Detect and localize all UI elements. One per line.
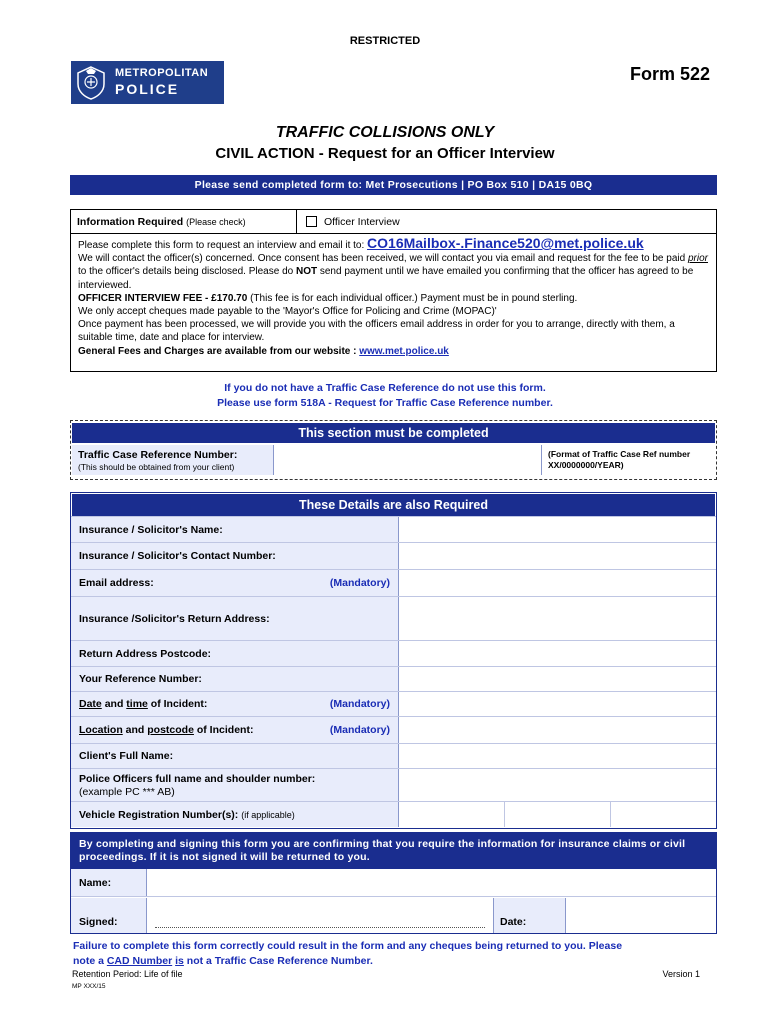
- client-name-row: [71, 743, 716, 768]
- submission-email-link[interactable]: CO16Mailbox-.Finance520@met.police.uk: [367, 235, 644, 251]
- signed-row: [71, 898, 716, 933]
- logo-text-police: POLICE: [115, 80, 180, 97]
- failure-warning: Failure to complete this form correctly could result in the form and any cheques being returned to you. Please note a CAD Number is not a Traffic Case Reference Number.: [73, 940, 623, 967]
- incident-date-row: [71, 691, 716, 716]
- date-label: Date:: [494, 898, 566, 933]
- email-row: [71, 569, 716, 596]
- incident-location-input[interactable]: [399, 717, 716, 743]
- information-box: [70, 209, 717, 372]
- police-crest-icon: [71, 61, 111, 104]
- details-table: [71, 516, 716, 827]
- classification-label: RESTRICTED: [349, 35, 421, 47]
- form-number: Form 522: [629, 64, 710, 84]
- met-police-logo: [71, 61, 224, 104]
- date-input[interactable]: [566, 898, 716, 933]
- officers-example: (example PC *** AB): [79, 786, 175, 798]
- return-postcode-input[interactable]: [399, 641, 716, 666]
- name-row: [71, 869, 716, 897]
- mandatory-tag: (Mandatory): [329, 577, 390, 589]
- return-postcode-label: Return Address Postcode:: [79, 647, 212, 660]
- retention-period: Retention Period: Life of file: [72, 969, 183, 979]
- insurer-contact-input[interactable]: [399, 543, 716, 569]
- signature-input[interactable]: [147, 898, 494, 933]
- name-label: Name:: [71, 869, 147, 896]
- traffic-case-ref-input[interactable]: [274, 445, 542, 475]
- your-reference-label: Your Reference Number:: [79, 673, 202, 685]
- insurer-name-input[interactable]: [399, 517, 716, 542]
- officer-interview-checkbox[interactable]: [306, 216, 317, 227]
- signed-label: Signed:: [71, 898, 147, 933]
- officers-row: [71, 768, 716, 801]
- vehicle-reg-input-1[interactable]: [399, 802, 505, 827]
- vehicle-reg-hint: (if applicable): [241, 809, 295, 820]
- vehicle-reg-row: [71, 801, 716, 827]
- information-required-label: Information Required (Please check): [71, 210, 297, 233]
- email-input[interactable]: [399, 570, 716, 596]
- client-name-input[interactable]: [399, 744, 716, 768]
- traffic-ref-warning: If you do not have a Traffic Case Reference do not use this form. Please use form 518A - Request for Traffic Case Reference number.: [217, 382, 553, 409]
- send-address-bar: Please send completed form to: Met Prosecutions | PO Box 510 | DA15 0BQ: [70, 175, 717, 195]
- email-label: Email address:: [79, 577, 154, 589]
- vehicle-reg-label: Vehicle Registration Number(s):: [79, 808, 239, 821]
- vehicle-reg-input-2[interactable]: [505, 802, 611, 827]
- mandatory-tag: (Mandatory): [329, 698, 390, 710]
- vehicle-reg-input-3[interactable]: [611, 802, 716, 827]
- fee-amount: OFFICER INTERVIEW FEE - £170.70: [78, 292, 248, 304]
- details-section-header: These Details are also Required: [72, 494, 715, 516]
- officer-interview-label: Officer Interview: [324, 215, 400, 228]
- insurer-name-label: Insurance / Solicitor's Name:: [79, 523, 223, 536]
- mp-code: MP XXX/15: [72, 983, 106, 990]
- mandatory-tag: (Mandatory): [329, 724, 390, 736]
- page-title: TRAFFIC COLLISIONS ONLY: [275, 124, 495, 141]
- officer-interview-option[interactable]: [297, 210, 400, 233]
- return-address-row: [71, 596, 716, 640]
- insurer-name-row: [71, 516, 716, 542]
- incident-date-label: Date and time of Incident:: [79, 698, 208, 710]
- your-reference-input[interactable]: [399, 667, 716, 691]
- insurer-contact-row: [71, 542, 716, 569]
- instructions-text: Please complete this form to request an interview and email it to: CO16Mailbox-.Finance520@met.police.uk We will contact the officer(s) concerned. Once consent has been received, we will contact you via email and request for the fee to be paid prior to the officer's details being disclosed. Please do NOT send payment until we have emailed you confirming that the officer has agreed to be interviewed. OFFICER INTERVIEW FEE - £170.70 (This fee is for each individual officer.) Payment must be in pound sterling. We only accept cheques made payable to the 'Mayor's Office for Policing and Crime (MOPAC)' Once payment has been processed, we will provide you with the officers email address in order for you to arrange, directly with them, a suitable time, date and place for interview. General Fees and Charges are available from our website : www.met.police.uk: [78, 235, 708, 357]
- signature-confirmation-text: By completing and signing this form you are confirming that you require the information for insurance claims or civil proceedings. If it is not signed it will be returned to you.: [71, 833, 716, 869]
- version-label: Version 1: [662, 969, 700, 979]
- return-address-label: Insurance /Solicitor's Return Address:: [79, 612, 270, 625]
- logo-text-metropolitan: METROPOLITAN: [115, 66, 209, 79]
- your-reference-row: [71, 666, 716, 691]
- traffic-case-ref-row: [72, 445, 715, 475]
- officers-label: Police Officers full name and shoulder number:: [79, 773, 316, 785]
- return-address-input[interactable]: [399, 597, 716, 640]
- incident-location-label: Location and postcode of Incident:: [79, 724, 254, 736]
- client-name-label: Client's Full Name:: [79, 750, 174, 762]
- traffic-case-ref-format: (Format of Traffic Case Ref number XX/0000000/YEAR): [548, 449, 691, 470]
- return-postcode-row: [71, 640, 716, 666]
- cad-number-term: CAD Number: [106, 954, 173, 967]
- incident-location-row: [71, 716, 716, 743]
- insurer-contact-label: Insurance / Solicitor's Contact Number:: [79, 550, 276, 562]
- traffic-case-ref-label: Traffic Case Reference Number: (This should be obtained from your client): [72, 445, 274, 475]
- page-subtitle: CIVIL ACTION - Request for an Officer Interview: [215, 145, 555, 162]
- name-input[interactable]: [147, 869, 716, 896]
- required-section-header: This section must be completed: [72, 423, 715, 443]
- website-link[interactable]: www.met.police.uk: [359, 345, 449, 357]
- incident-date-input[interactable]: [399, 692, 716, 716]
- officers-input[interactable]: [399, 769, 716, 801]
